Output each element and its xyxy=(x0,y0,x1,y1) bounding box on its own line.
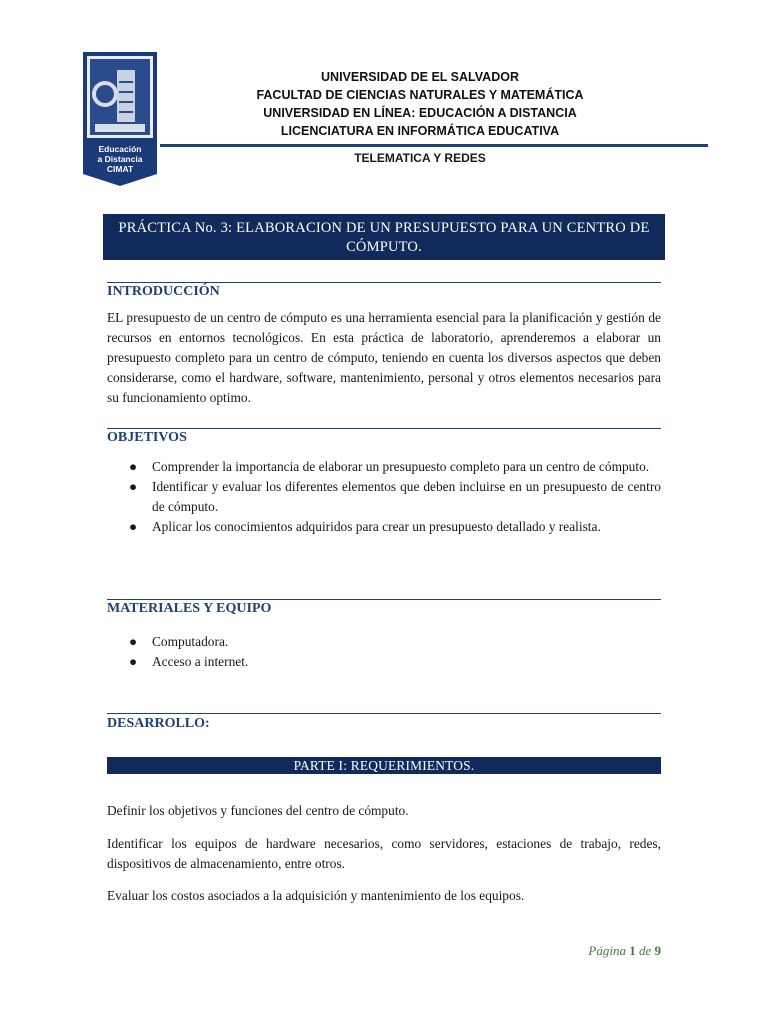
list-item: ● Identificar y evaluar los diferentes elementos que deben incluirse en un presupuesto de centro de cómputo. xyxy=(129,479,661,514)
section-divider xyxy=(107,599,661,600)
section-divider xyxy=(107,713,661,714)
development-paragraph-2: Identificar los equipos de hardware necesarios, como servidores, estaciones de trabajo, redes, dispositivos de almacenamiento, entre otros. xyxy=(107,836,661,871)
logo-text-3: CIMAT xyxy=(106,164,134,174)
bullet-icon: ● xyxy=(129,519,138,534)
header-line-faculty: FACULTAD DE CIENCIAS NATURALES Y MATEMÁTICA xyxy=(256,88,584,102)
list-item: ● Acceso a internet. xyxy=(107,652,661,672)
intro-heading: INTRODUCCIÓN xyxy=(107,284,220,299)
development-paragraph-3: Evaluar los costos asociados a la adquisición y mantenimiento de los equipos. xyxy=(107,888,525,903)
list-item: ● Aplicar los conocimientos adquiridos para crear un presupuesto detallado y realista. xyxy=(107,517,661,537)
logo-text-1: Educación xyxy=(98,144,142,154)
bullet-icon: ● xyxy=(129,459,138,474)
header-line-university: UNIVERSIDAD DE EL SALVADOR xyxy=(321,70,519,84)
header-line-online: UNIVERSIDAD EN LÍNEA: EDUCACIÓN A DISTANCIA xyxy=(263,106,577,120)
subject-title: TELEMATICA Y REDES xyxy=(354,151,486,165)
materials-heading: MATERIALES Y EQUIPO xyxy=(107,601,272,616)
development-paragraph-1: Definir los objetivos y funciones del centro de cómputo. xyxy=(107,803,409,818)
bullet-icon: ● xyxy=(129,634,138,649)
header-divider xyxy=(160,144,708,147)
bullet-icon: ● xyxy=(129,479,138,494)
development-heading: DESARROLLO: xyxy=(107,716,210,731)
institution-logo xyxy=(83,52,157,186)
materials-list xyxy=(107,632,661,672)
header-line-degree: LICENCIATURA EN INFORMÁTICA EDUCATIVA xyxy=(280,124,560,138)
objectives-heading: OBJETIVOS xyxy=(107,430,187,445)
intro-paragraph: EL presupuesto de un centro de cómputo es una herramienta esencial para la planificación y gestión de recursos en entornos tecnológicos. En esta práctica de laboratorio, aprenderemos a elaborar un presupuesto completo para un centro de cómputo, teniendo en cuenta los diversos aspectos que deben considerarse, como el hardware, software, mantenimiento, personal y otros elementos necesarios para su funcionamiento optimo. xyxy=(107,310,661,405)
section-divider xyxy=(107,282,661,283)
practice-title-line-2: CÓMPUTO. xyxy=(346,239,422,255)
practice-title-banner xyxy=(103,214,665,260)
list-item: ● Computadora. xyxy=(107,632,661,652)
page-number: Página 1 de 9 xyxy=(588,943,661,958)
practice-title-line-1: PRÁCTICA No. 3: ELABORACION DE UN PRESUPUESTO PARA UN CENTRO DE xyxy=(118,220,650,236)
section-divider xyxy=(107,428,661,429)
logo-text-2: a Distancia xyxy=(97,154,143,164)
part-title-banner: PARTE I: REQUERIMIENTOS. xyxy=(107,757,661,774)
bullet-icon: ● xyxy=(129,654,138,669)
list-item: ● Comprender la importancia de elaborar un presupuesto completo para un centro de cómputo. xyxy=(107,457,661,477)
objectives-list xyxy=(107,457,661,537)
document-header xyxy=(230,68,610,140)
